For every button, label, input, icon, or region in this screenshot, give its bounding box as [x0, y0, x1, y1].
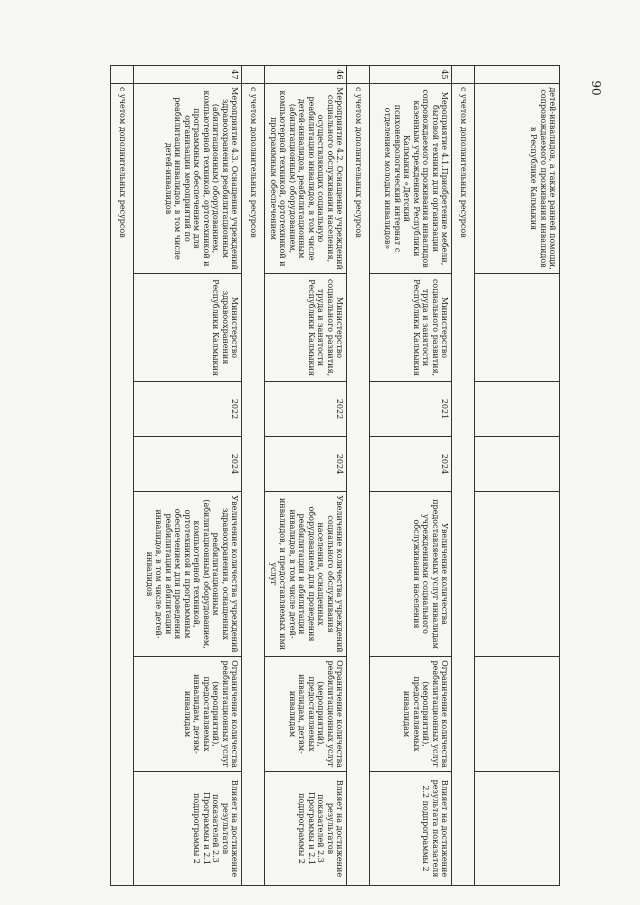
link-text: Влияет на достижение результатов показателей 2.3 Программы и 2.1 подпрограммы 2 — [265, 772, 347, 886]
start-year: 2022 — [134, 382, 242, 437]
extra-resources-note: с учетом дополнительных ресурсов — [452, 84, 475, 886]
event-text: Мероприятие 4.3. Оснащение учреждений здравоохранения реабилитационным (абилитационным) оборудованием, компьютерной техникой, ортотехникой и программным обеспечением для организации мероприятий по реабилитации инвалидов, в том числе детей-инвалидов — [134, 84, 242, 274]
event-text: Мероприятие 4.2. Оснащение учреждений социального обслуживания населения, осуществляющих социальную реабилитацию инвалидов, в том числе детей-инвалидов, реабилитационным (абилитационным) оборудованием, компьютерной техникой, ортотехникой и программным обеспечением — [265, 84, 347, 274]
table-row-extra — [347, 66, 370, 886]
table-row-extra — [242, 66, 265, 886]
start-year: 2021 — [370, 382, 452, 437]
event-text: Мероприятие 4.1.Приобретение мебели, бытовой техники для организации сопровождаемого проживания инвалидов казенным учреждением Республики Калмыкия «Детский психоневрологический интернат с отделением молодых инвалидов» — [370, 84, 452, 274]
result-text: Увеличение количества предоставляемых услуг инвалидам учреждениями социального обслуживания населения — [370, 492, 452, 657]
table-row — [265, 66, 347, 886]
risk-text: Ограничение количества реабилитационных услуг (мероприятий), предоставляемых инвалидам, детям-инвалидам — [134, 657, 242, 772]
risk-text: Ограничение количества реабилитационных услуг (мероприятий), предоставляемых инвалидам, детям-инвалидам — [265, 657, 347, 772]
extra-resources-note: с учетом дополнительных ресурсов — [347, 84, 370, 886]
link-text: Влияет на достижение результата показателя 2.2 подпрограммы 2 — [370, 772, 452, 886]
table-row — [134, 66, 242, 886]
executor-text: Министерство социального развития, труда и занятости Республики Калмыкия — [265, 274, 347, 382]
result-text: Увеличение количества учреждений здравоохранения, оснащенных реабилитационным (абилитационным) оборудованием, компьютерной техникой, ортотехникой и программным обеспечением для проведения реабилитации и абилитации инвалидов, в том числе детей-инвалидов — [134, 492, 242, 657]
table-row-extra — [452, 66, 475, 886]
row-number: 45 — [370, 66, 452, 84]
table-row-extra — [111, 66, 134, 886]
table-row-continuation — [475, 66, 560, 886]
executor-text: Министерство социального развития, труда и занятости Республики Калмыкия — [370, 274, 452, 382]
result-text: Увеличение количества учреждений социального обслуживания населения, оснащенных оборудованием для проведения реабилитации и абилитации инвалидов, в том числе детей-инвалидов, и предоставляемых ими услуг — [265, 492, 347, 657]
end-year: 2024 — [265, 437, 347, 492]
end-year: 2024 — [370, 437, 452, 492]
row-number: 47 — [134, 66, 242, 84]
row-number: 46 — [265, 66, 347, 84]
end-year: 2024 — [134, 437, 242, 492]
continuation-text: детей-инвалидов, а также ранней помощи, сопровождаемого проживания инвалидов в Республике Калмыкия — [475, 84, 560, 274]
program-events-table — [110, 65, 560, 886]
rotated-table-wrapper — [80, 65, 560, 885]
table-row — [370, 66, 452, 886]
document-sheet — [80, 65, 560, 885]
executor-text: Министерство здравоохранения Республики Калмыкия — [134, 274, 242, 382]
extra-resources-note: с учетом дополнительных ресурсов — [242, 84, 265, 886]
risk-text: Ограничение количества реабилитационных услуг (мероприятий), предоставляемых инвалидам — [370, 657, 452, 772]
start-year: 2022 — [265, 382, 347, 437]
page-number: 90 — [589, 80, 603, 96]
extra-resources-note: с учетом дополнительных ресурсов — [111, 84, 134, 886]
link-text: Влияет на достижение результатов показателей 2.3 Программы и 2.1 подпрограммы 2 — [134, 772, 242, 886]
